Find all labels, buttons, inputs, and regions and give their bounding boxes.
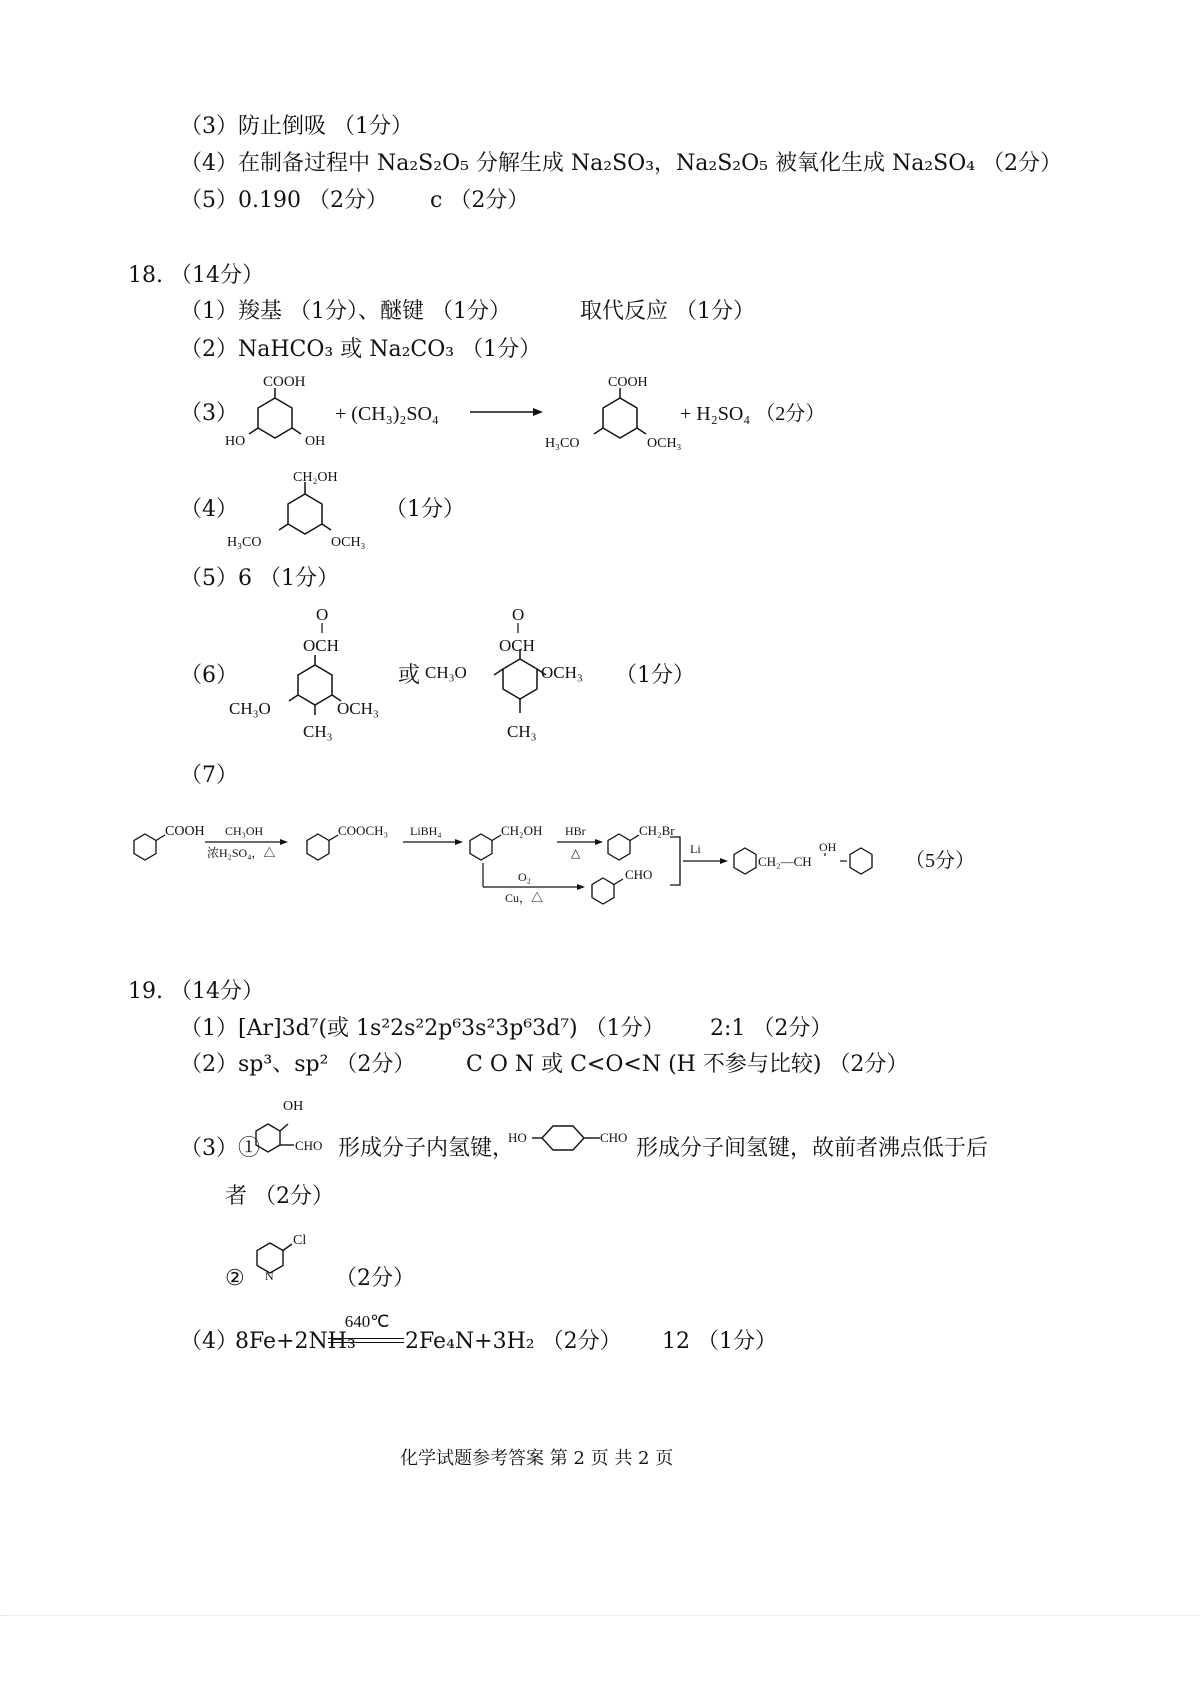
product-och3: OCH₃ xyxy=(647,436,682,451)
q19-part2b: C O N 或 C<O<N (H 不参与比较) （2分） xyxy=(466,1052,909,1077)
product-cooh: COOH xyxy=(608,375,648,390)
route-ch2oh: CH₂OH xyxy=(501,823,543,838)
benzene-ring-6a xyxy=(289,655,341,715)
q19-part4-label: （4） xyxy=(180,1329,238,1354)
footer-divider xyxy=(0,1615,1200,1616)
route-li: Li xyxy=(690,842,701,856)
6b-och: OCH xyxy=(499,636,535,655)
route-delta: △ xyxy=(571,846,581,860)
para-cho: CHO xyxy=(600,1130,628,1145)
q19-part4b: 12 （1分） xyxy=(662,1329,777,1354)
q19-part3-2-label: ② xyxy=(225,1266,245,1291)
q18-part4-structure xyxy=(225,464,405,554)
6a-carbonyl-o: O xyxy=(316,605,329,624)
benzene-ring-part4 xyxy=(279,482,331,534)
page-footer: 化学试题参考答案 第 2 页 共 2 页 xyxy=(400,1448,674,1469)
reactant-oh: OH xyxy=(305,434,326,449)
part4-h3co: H₃CO xyxy=(227,535,262,550)
part4-ch2oh: CH₂OH xyxy=(293,470,338,485)
equation-equals-sign xyxy=(328,1338,404,1343)
q18-part6-structures xyxy=(225,605,645,750)
q18-heading: 18. （14分） xyxy=(128,263,264,288)
route-ch2br: CH₂Br xyxy=(639,823,675,838)
q17-part5a: （5）0.190 （2分） xyxy=(180,188,388,213)
q18-part4-label: （4） xyxy=(180,497,238,522)
q19-part4-products: 2Fe₄N+3H₂ （2分） xyxy=(405,1329,622,1354)
q17-part4: （4）在制备过程中 Na₂S₂O₅ 分解生成 Na₂SO₃，Na₂S₂O₅ 被氧化生成 Na₂SO₄ （2分） xyxy=(180,151,1063,176)
arrow-head xyxy=(533,408,543,416)
3-chloropyridine-structure xyxy=(245,1222,325,1292)
6a-och3: OCH₃ xyxy=(337,699,379,718)
6b-ch3: CH₃ xyxy=(507,722,537,741)
para-ho: HO xyxy=(508,1130,527,1145)
6a-och: OCH xyxy=(303,636,339,655)
q18-part4-score: （1分） xyxy=(385,497,465,522)
route-cho: CHO xyxy=(625,867,653,882)
6b-ch3o: CH₃O xyxy=(425,663,467,682)
pyridine-n: N xyxy=(265,1269,274,1283)
route-libh4: LiBH₄ xyxy=(410,824,442,838)
q18-part1b: 取代反应 （1分） xyxy=(580,299,755,324)
q18-part2: （2）NaHCO₃ 或 Na₂CO₃ （1分） xyxy=(180,337,542,362)
q19-part1a: （1）[Ar]3d⁷(或 1s²2s²2p⁶3s²3p⁶3d⁷) （1分） xyxy=(180,1016,665,1041)
reagent-dimethyl-sulfate: + (CH₃)₂SO₄ xyxy=(335,403,439,425)
q17-part5b: c （2分） xyxy=(430,188,530,213)
q18-part7-synthesis-route xyxy=(125,815,1125,915)
p-hydroxybenzaldehyde-structure xyxy=(508,1118,638,1158)
q18-part3-equation xyxy=(215,370,915,460)
q18-part3-label: （3） xyxy=(180,401,238,426)
q18-part6-label: （6） xyxy=(180,663,238,688)
q18-part7-label: （7） xyxy=(180,763,238,788)
benzene-ring-product xyxy=(594,388,646,438)
q19-heading: 19. （14分） xyxy=(128,979,264,1004)
q19-part3-continued: 者 （2分） xyxy=(225,1184,334,1209)
q19-part3-end: 形成分子间氢键，故前者沸点低于后 xyxy=(636,1136,989,1161)
route-cooch3: COOCH₃ xyxy=(338,823,389,838)
q17-part3: （3）防止倒吸 （1分） xyxy=(180,114,413,139)
q19-part3-mid: 形成分子内氢键， xyxy=(338,1136,515,1161)
pyridine-cl: Cl xyxy=(293,1233,307,1248)
salicyl-cho: CHO xyxy=(295,1138,323,1153)
6a-ch3: CH₃ xyxy=(303,722,333,741)
benzene-ring-6b xyxy=(494,649,546,713)
q19-part2a: （2）sp³、sp² （2分） xyxy=(180,1052,416,1077)
salicylaldehyde-structure xyxy=(243,1092,343,1167)
route-o2: O₂ xyxy=(518,870,531,884)
q18-part6-or: 或 xyxy=(398,663,421,688)
q19-part1b: 2:1 （2分） xyxy=(710,1016,833,1041)
q18-part5: （5）6 （1分） xyxy=(180,566,339,591)
route-hbr: HBr xyxy=(565,824,586,838)
6b-carbonyl-o: O xyxy=(512,605,525,624)
q19-part3-label: （3）① xyxy=(180,1136,260,1161)
product-h3co: H₃CO xyxy=(545,436,580,451)
q19-part3-2-score: （2分） xyxy=(335,1266,415,1291)
route-oh: OH xyxy=(819,840,837,854)
benzene-ring-reactant xyxy=(249,388,301,438)
part4-och3: OCH₃ xyxy=(331,535,366,550)
q18-part6-score: （1分） xyxy=(615,663,695,688)
6a-ch3o: CH₃O xyxy=(229,699,271,718)
route-ch3oh: CH₃OH xyxy=(225,824,264,838)
salicyl-oh: OH xyxy=(283,1099,304,1114)
reactant-cooh: COOH xyxy=(263,374,306,390)
route-cu-delta: Cu，△ xyxy=(505,891,544,905)
product-h2so4: + H₂SO₄ （2分） xyxy=(680,403,826,425)
q19-part4-condition: 640℃ xyxy=(344,1312,390,1331)
route-conc-h2so4: 浓H₂SO₄，△ xyxy=(207,846,276,860)
q18-part1a: （1）羧基 （1分）、醚键 （1分） xyxy=(180,299,511,324)
q19-part4-reactants: 8Fe+2NH₃ xyxy=(235,1329,356,1354)
route-ch2-ch: CH₂—CH xyxy=(758,854,812,869)
route-cooh: COOH xyxy=(165,824,205,839)
6b-och3: OCH₃ xyxy=(541,663,583,682)
route-score: （5分） xyxy=(905,850,975,872)
reactant-ho: HO xyxy=(225,434,246,449)
